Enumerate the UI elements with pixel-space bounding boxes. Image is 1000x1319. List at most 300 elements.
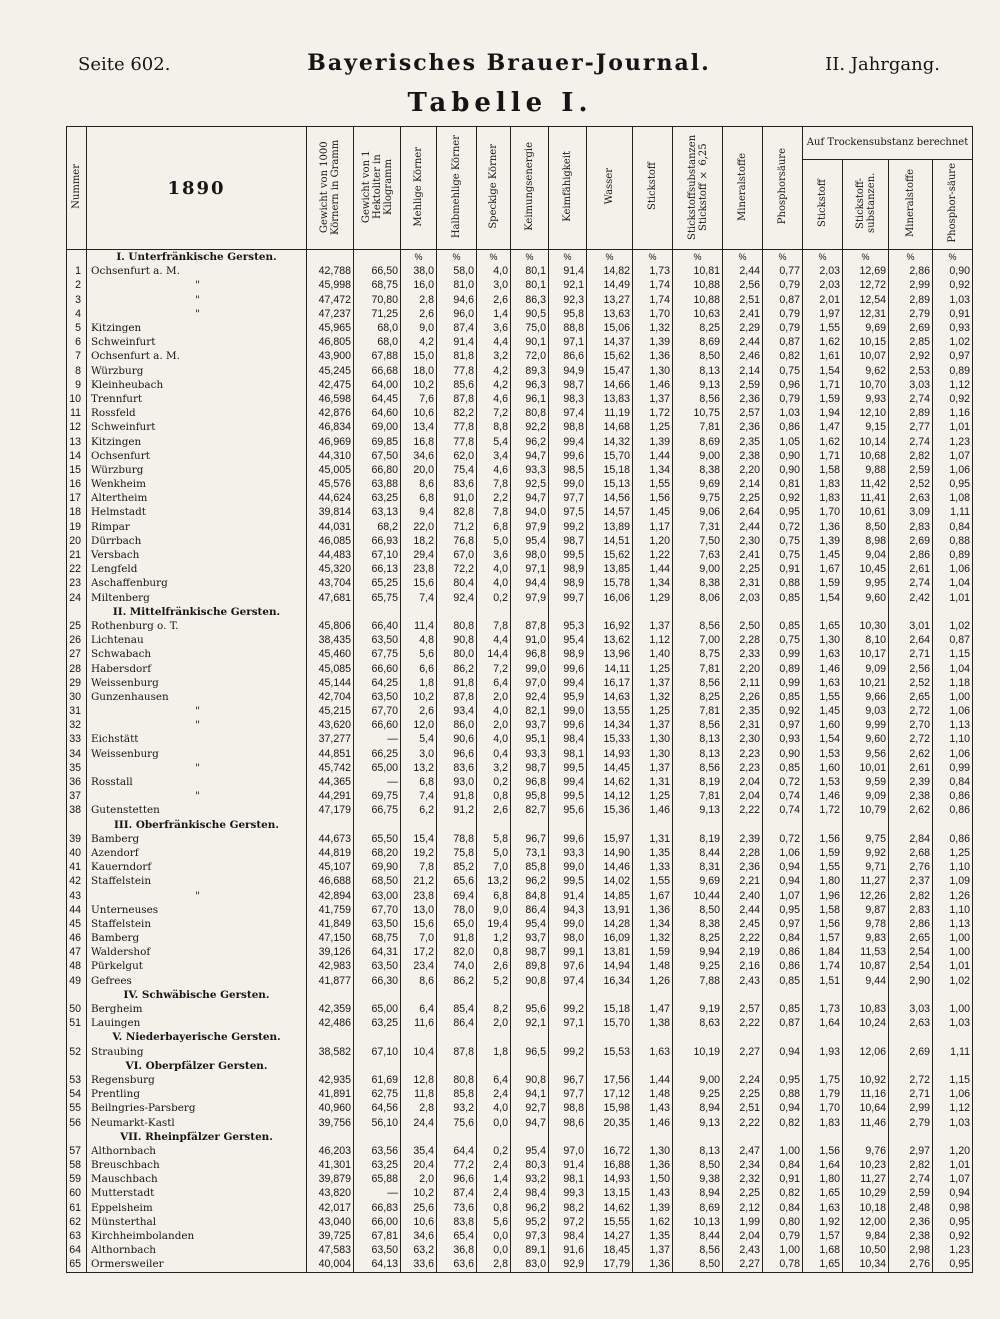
- cell-value: 7,6: [401, 392, 437, 406]
- cell-value: 8,56: [673, 718, 723, 732]
- cell-value: 99,0: [549, 860, 587, 874]
- cell-value: 99,0: [511, 661, 549, 675]
- cell-value: 1,75: [803, 1073, 843, 1087]
- cell-value: 10,79: [843, 803, 889, 817]
- cell-value: 0,0: [477, 1243, 511, 1257]
- row-number: 65: [67, 1257, 87, 1272]
- cell-value: 1,46: [633, 378, 673, 392]
- cell-value: 2,44: [723, 903, 763, 917]
- column-header-year: 1890: [87, 127, 307, 250]
- cell-value: 98,7: [511, 945, 549, 959]
- cell-value: 2,39: [723, 832, 763, 846]
- cell-value: 34,6: [401, 449, 437, 463]
- cell-value: 16,34: [587, 974, 633, 988]
- cell-value: 0,81: [763, 477, 803, 491]
- cell-value: 8,19: [673, 832, 723, 846]
- cell-value: 10,44: [673, 888, 723, 902]
- cell-value: 69,75: [354, 789, 401, 803]
- cell-value: 38,582: [307, 1045, 354, 1059]
- cell-value: 1,44: [633, 1073, 673, 1087]
- cell-value: 0,98: [933, 1201, 973, 1215]
- cell-value: 2,56: [723, 278, 763, 292]
- cell-value: 0,77: [763, 264, 803, 278]
- cell-value: 68,0: [354, 335, 401, 349]
- cell-value: 1,03: [933, 293, 973, 307]
- cell-value: 1,37: [633, 676, 673, 690]
- cell-value: 2,41: [723, 548, 763, 562]
- cell-value: 10,30: [843, 619, 889, 633]
- cell-value: 8,56: [673, 392, 723, 406]
- cell-value: 4,6: [477, 392, 511, 406]
- place-name: Dürrbach: [87, 534, 307, 548]
- cell-value: 8,50: [673, 903, 723, 917]
- table-row: [67, 591, 973, 605]
- cell-value: 9,00: [673, 449, 723, 463]
- cell-value: 96,0: [437, 307, 477, 321]
- cell-value: 74,0: [437, 959, 477, 973]
- cell-value: 15,36: [587, 803, 633, 817]
- cell-value: 65,00: [354, 1002, 401, 1016]
- cell-value: 0,8: [477, 789, 511, 803]
- cell-value: 0,85: [763, 690, 803, 704]
- cell-value: 1,36: [633, 1257, 673, 1272]
- cell-value: 15,47: [587, 364, 633, 378]
- cell-value: 6,8: [401, 491, 437, 505]
- cell-value: 1,18: [933, 676, 973, 690]
- row-number: 22: [67, 562, 87, 576]
- cell-value: 15,4: [401, 832, 437, 846]
- cell-value: 1,70: [633, 307, 673, 321]
- cell-value: 85,8: [511, 860, 549, 874]
- cell-value: 2,43: [723, 974, 763, 988]
- cell-value: 2,24: [723, 1073, 763, 1087]
- cell-value: 2,86: [889, 264, 933, 278]
- cell-value: 2,25: [723, 491, 763, 505]
- cell-value: 3,03: [889, 1002, 933, 1016]
- cell-value: 2,33: [723, 647, 763, 661]
- cell-value: 42,894: [307, 888, 354, 902]
- table-row: [67, 463, 973, 477]
- cell-value: 1,22: [633, 548, 673, 562]
- cell-value: 2,86: [889, 548, 933, 562]
- cell-value: 10,45: [843, 562, 889, 576]
- cell-value: 99,1: [549, 945, 587, 959]
- cell-value: 2,21: [723, 874, 763, 888]
- cell-value: 1,63: [633, 1045, 673, 1059]
- cell-value: 96,3: [511, 378, 549, 392]
- cell-value: 67,10: [354, 1045, 401, 1059]
- table-row: [67, 576, 973, 590]
- cell-value: 63,25: [354, 1016, 401, 1030]
- cell-value: 19,2: [401, 846, 437, 860]
- cell-value: 13,89: [587, 520, 633, 534]
- cell-value: 8,10: [843, 633, 889, 647]
- cell-value: 63,25: [354, 1158, 401, 1172]
- barley-analysis-table: [66, 126, 973, 1273]
- cell-value: 99,0: [549, 477, 587, 491]
- cell-value: 2,82: [889, 1158, 933, 1172]
- row-number: 15: [67, 463, 87, 477]
- section-header-row: [67, 250, 973, 265]
- cell-value: 10,83: [843, 1002, 889, 1016]
- cell-value: 2,34: [723, 1158, 763, 1172]
- cell-value: 98,9: [549, 576, 587, 590]
- cell-value: 73,6: [437, 1201, 477, 1215]
- cell-value: 1,39: [803, 534, 843, 548]
- row-number: 24: [67, 591, 87, 605]
- cell-value: 0,94: [933, 1186, 973, 1200]
- cell-value: 2,6: [401, 704, 437, 718]
- cell-value: 95,4: [511, 1144, 549, 1158]
- cell-value: 7,8: [477, 619, 511, 633]
- cell-value: 9,71: [843, 860, 889, 874]
- cell-value: 8,50: [673, 1257, 723, 1272]
- cell-value: 7,00: [673, 633, 723, 647]
- cell-value: 99,0: [549, 917, 587, 931]
- cell-value: 1,60: [803, 761, 843, 775]
- cell-value: 1,11: [933, 1045, 973, 1059]
- table-row: [67, 647, 973, 661]
- cell-value: 39,814: [307, 505, 354, 519]
- cell-value: 10,24: [843, 1016, 889, 1030]
- cell-value: 2,44: [723, 520, 763, 534]
- cell-value: 2,04: [723, 775, 763, 789]
- cell-value: 43,704: [307, 576, 354, 590]
- table-row: [67, 278, 973, 292]
- cell-value: 0,85: [763, 591, 803, 605]
- cell-value: 2,4: [477, 1186, 511, 1200]
- cell-value: 8,94: [673, 1186, 723, 1200]
- cell-value: 94,4: [511, 576, 549, 590]
- cell-value: 92,9: [549, 1257, 587, 1272]
- place-name: Rosstall: [87, 775, 307, 789]
- table-row: [67, 789, 973, 803]
- cell-value: 3,2: [477, 761, 511, 775]
- cell-value: 0,88: [763, 1087, 803, 1101]
- cell-value: 8,63: [673, 1016, 723, 1030]
- cell-value: 2,28: [723, 633, 763, 647]
- cell-value: 99,4: [549, 676, 587, 690]
- cell-value: 9,25: [673, 959, 723, 973]
- cell-value: 92,4: [511, 690, 549, 704]
- cell-value: 91,4: [549, 888, 587, 902]
- place-name: ": [87, 888, 307, 902]
- table-row: [67, 321, 973, 335]
- cell-value: 39,725: [307, 1229, 354, 1243]
- table-row: [67, 732, 973, 746]
- cell-value: 43,040: [307, 1215, 354, 1229]
- place-name: Mutterstadt: [87, 1186, 307, 1200]
- cell-value: 46,805: [307, 335, 354, 349]
- cell-value: 0,92: [933, 392, 973, 406]
- cell-value: 6,2: [401, 803, 437, 817]
- cell-value: 63,50: [354, 1243, 401, 1257]
- cell-value: 85,4: [437, 1002, 477, 1016]
- cell-value: 1,54: [803, 364, 843, 378]
- cell-value: 0,85: [763, 974, 803, 988]
- cell-value: 2,86: [889, 917, 933, 931]
- cell-value: 98,7: [549, 534, 587, 548]
- cell-value: 0,8: [477, 945, 511, 959]
- cell-value: 15,0: [401, 349, 437, 363]
- cell-value: 1,65: [803, 1186, 843, 1200]
- cell-value: 96,1: [511, 392, 549, 406]
- cell-value: 1,32: [633, 690, 673, 704]
- cell-value: 2,65: [889, 931, 933, 945]
- cell-value: 7,8: [477, 505, 511, 519]
- cell-value: 1,02: [933, 619, 973, 633]
- cell-value: 67,70: [354, 704, 401, 718]
- cell-value: 17,79: [587, 1257, 633, 1272]
- table-row: [67, 335, 973, 349]
- cell-value: 2,26: [723, 690, 763, 704]
- cell-value: 77,2: [437, 1158, 477, 1172]
- cell-value: 11,8: [401, 1087, 437, 1101]
- cell-value: 1,03: [933, 1016, 973, 1030]
- cell-value: 90,8: [511, 1073, 549, 1087]
- cell-value: 10,15: [843, 335, 889, 349]
- cell-value: 9,19: [673, 1002, 723, 1016]
- cell-value: 15,18: [587, 1002, 633, 1016]
- row-number: 9: [67, 378, 87, 392]
- cell-value: 96,6: [437, 747, 477, 761]
- row-number: 42: [67, 874, 87, 888]
- cell-value: 2,89: [889, 406, 933, 420]
- cell-value: 43,620: [307, 718, 354, 732]
- cell-value: 83,6: [437, 477, 477, 491]
- cell-value: 65,50: [354, 832, 401, 846]
- cell-value: 14,34: [587, 718, 633, 732]
- cell-value: 2,31: [723, 718, 763, 732]
- cell-value: 99,2: [549, 1002, 587, 1016]
- cell-value: 2,46: [723, 349, 763, 363]
- row-number: 58: [67, 1158, 87, 1172]
- cell-value: 2,99: [889, 1101, 933, 1115]
- cell-value: 9,76: [843, 1144, 889, 1158]
- cell-value: 11,41: [843, 491, 889, 505]
- cell-value: 16,92: [587, 619, 633, 633]
- section-title: VII. Rheinpfälzer Gersten.: [87, 1130, 307, 1144]
- cell-value: 14,4: [477, 647, 511, 661]
- cell-value: 86,6: [549, 349, 587, 363]
- cell-value: 0,94: [763, 1045, 803, 1059]
- cell-value: 34,6: [401, 1229, 437, 1243]
- table-row: [67, 747, 973, 761]
- cell-value: 85,6: [437, 378, 477, 392]
- row-number: 46: [67, 931, 87, 945]
- place-name: Beilngries-Parsberg: [87, 1101, 307, 1115]
- cell-value: 16,17: [587, 676, 633, 690]
- cell-value: 47,237: [307, 307, 354, 321]
- cell-value: 82,8: [437, 505, 477, 519]
- column-header-0: Gewicht von 1000 Körnern in Gramm: [307, 127, 354, 250]
- cell-value: 0,99: [763, 647, 803, 661]
- cell-value: 10,81: [673, 264, 723, 278]
- cell-value: 43,820: [307, 1186, 354, 1200]
- cell-value: 1,39: [633, 434, 673, 448]
- cell-value: 14,37: [587, 335, 633, 349]
- cell-value: 1,46: [633, 803, 673, 817]
- cell-value: 9,60: [843, 732, 889, 746]
- cell-value: 14,11: [587, 661, 633, 675]
- cell-value: 2,41: [723, 307, 763, 321]
- cell-value: 97,5: [549, 505, 587, 519]
- cell-value: 2,03: [803, 264, 843, 278]
- cell-value: 91,8: [437, 676, 477, 690]
- column-header-2: Mehlige Körner: [401, 127, 437, 250]
- cell-value: 4,0: [477, 576, 511, 590]
- column-header-nummer: Nummer: [67, 127, 87, 250]
- cell-value: 8,56: [673, 1243, 723, 1257]
- cell-value: 2,04: [723, 789, 763, 803]
- cell-value: 8,50: [673, 1158, 723, 1172]
- cell-value: 80,1: [511, 278, 549, 292]
- table-row: [67, 420, 973, 434]
- cell-value: 2,38: [723, 449, 763, 463]
- cell-value: 2,52: [889, 676, 933, 690]
- cell-value: 0,95: [933, 1215, 973, 1229]
- cell-value: 0,99: [763, 676, 803, 690]
- cell-value: 0,92: [933, 278, 973, 292]
- cell-value: 1,20: [933, 1144, 973, 1158]
- row-number: 11: [67, 406, 87, 420]
- cell-value: 95,4: [511, 917, 549, 931]
- cell-value: 9,59: [843, 775, 889, 789]
- cell-value: 8,25: [673, 931, 723, 945]
- cell-value: 3,03: [889, 378, 933, 392]
- cell-value: 17,2: [401, 945, 437, 959]
- table-row: [67, 917, 973, 931]
- place-name: Würzburg: [87, 463, 307, 477]
- cell-value: 2,69: [889, 321, 933, 335]
- cell-value: 1,34: [633, 917, 673, 931]
- table-row: [67, 562, 973, 576]
- cell-value: 2,6: [477, 803, 511, 817]
- cell-value: 2,90: [889, 974, 933, 988]
- cell-value: 1,54: [803, 732, 843, 746]
- cell-value: 82,2: [437, 406, 477, 420]
- cell-value: 93,4: [437, 704, 477, 718]
- cell-value: 9,94: [673, 945, 723, 959]
- cell-value: 66,68: [354, 364, 401, 378]
- table-row: [67, 491, 973, 505]
- cell-value: 66,50: [354, 264, 401, 278]
- cell-value: 2,82: [889, 449, 933, 463]
- cell-value: 14,27: [587, 1229, 633, 1243]
- cell-value: 63,25: [354, 491, 401, 505]
- cell-value: 92,5: [511, 477, 549, 491]
- cell-value: 13,63: [587, 307, 633, 321]
- cell-value: 0,90: [763, 449, 803, 463]
- cell-value: 4,4: [477, 633, 511, 647]
- cell-value: 1,01: [933, 1158, 973, 1172]
- cell-value: 63,00: [354, 888, 401, 902]
- row-number: 39: [67, 832, 87, 846]
- cell-value: 65,25: [354, 576, 401, 590]
- cell-value: 2,37: [889, 874, 933, 888]
- place-name: Lichtenau: [87, 633, 307, 647]
- cell-value: 91,8: [437, 789, 477, 803]
- cell-value: 0,95: [763, 1073, 803, 1087]
- cell-value: 66,93: [354, 534, 401, 548]
- place-name: Schweinfurt: [87, 335, 307, 349]
- cell-value: 9,25: [673, 1087, 723, 1101]
- column-header-1: Gewicht von 1 Hektoliter in Kilogramm: [354, 127, 401, 250]
- cell-value: 1,55: [633, 477, 673, 491]
- cell-value: 20,0: [401, 463, 437, 477]
- row-number: 18: [67, 505, 87, 519]
- table-row: [67, 434, 973, 448]
- cell-value: 68,0: [354, 321, 401, 335]
- cell-value: 11,4: [401, 619, 437, 633]
- cell-value: 1,29: [633, 591, 673, 605]
- cell-value: 78,0: [437, 903, 477, 917]
- cell-value: 44,365: [307, 775, 354, 789]
- cell-value: 1,47: [803, 420, 843, 434]
- cell-value: 2,57: [723, 406, 763, 420]
- cell-value: 65,75: [354, 591, 401, 605]
- cell-value: 3,0: [401, 747, 437, 761]
- cell-value: 1,30: [633, 364, 673, 378]
- table-row: [67, 264, 973, 278]
- cell-value: 1,48: [633, 959, 673, 973]
- cell-value: 2,83: [889, 903, 933, 917]
- place-name: ": [87, 278, 307, 292]
- cell-value: 14,57: [587, 505, 633, 519]
- place-name: Breuschbach: [87, 1158, 307, 1172]
- cell-value: 14,82: [587, 264, 633, 278]
- cell-value: 15,6: [401, 917, 437, 931]
- cell-value: 66,60: [354, 661, 401, 675]
- cell-value: 10,50: [843, 1243, 889, 1257]
- cell-value: 8,56: [673, 619, 723, 633]
- cell-value: 45,460: [307, 647, 354, 661]
- cell-value: 9,00: [673, 1073, 723, 1087]
- cell-value: 1,93: [803, 1045, 843, 1059]
- cell-value: 2,43: [723, 1243, 763, 1257]
- cell-value: 0,91: [763, 1172, 803, 1186]
- cell-value: 2,69: [889, 1045, 933, 1059]
- cell-value: 2,53: [889, 364, 933, 378]
- cell-value: 0,75: [763, 364, 803, 378]
- cell-value: 1,67: [633, 888, 673, 902]
- cell-value: 7,8: [401, 860, 437, 874]
- cell-value: 1,01: [933, 591, 973, 605]
- cell-value: 1,58: [803, 903, 843, 917]
- cell-value: 86,2: [437, 661, 477, 675]
- cell-value: 98,2: [549, 1201, 587, 1215]
- cell-value: 2,16: [723, 959, 763, 973]
- table-row: [67, 860, 973, 874]
- cell-value: 63,56: [354, 1144, 401, 1158]
- cell-value: 21,2: [401, 874, 437, 888]
- place-name: Bergheim: [87, 1002, 307, 1016]
- cell-value: 0,88: [933, 534, 973, 548]
- cell-value: 1,43: [633, 1186, 673, 1200]
- table-row: [67, 505, 973, 519]
- cell-value: 2,39: [889, 775, 933, 789]
- cell-value: 83,8: [437, 1215, 477, 1229]
- cell-value: 0,75: [763, 633, 803, 647]
- cell-value: 14,63: [587, 690, 633, 704]
- place-name: Unterneuses: [87, 903, 307, 917]
- cell-value: 10,88: [673, 293, 723, 307]
- row-number: 16: [67, 477, 87, 491]
- table-row: [67, 661, 973, 675]
- cell-value: 94,1: [511, 1087, 549, 1101]
- cell-value: 6,8: [477, 888, 511, 902]
- cell-value: 1,57: [803, 1229, 843, 1243]
